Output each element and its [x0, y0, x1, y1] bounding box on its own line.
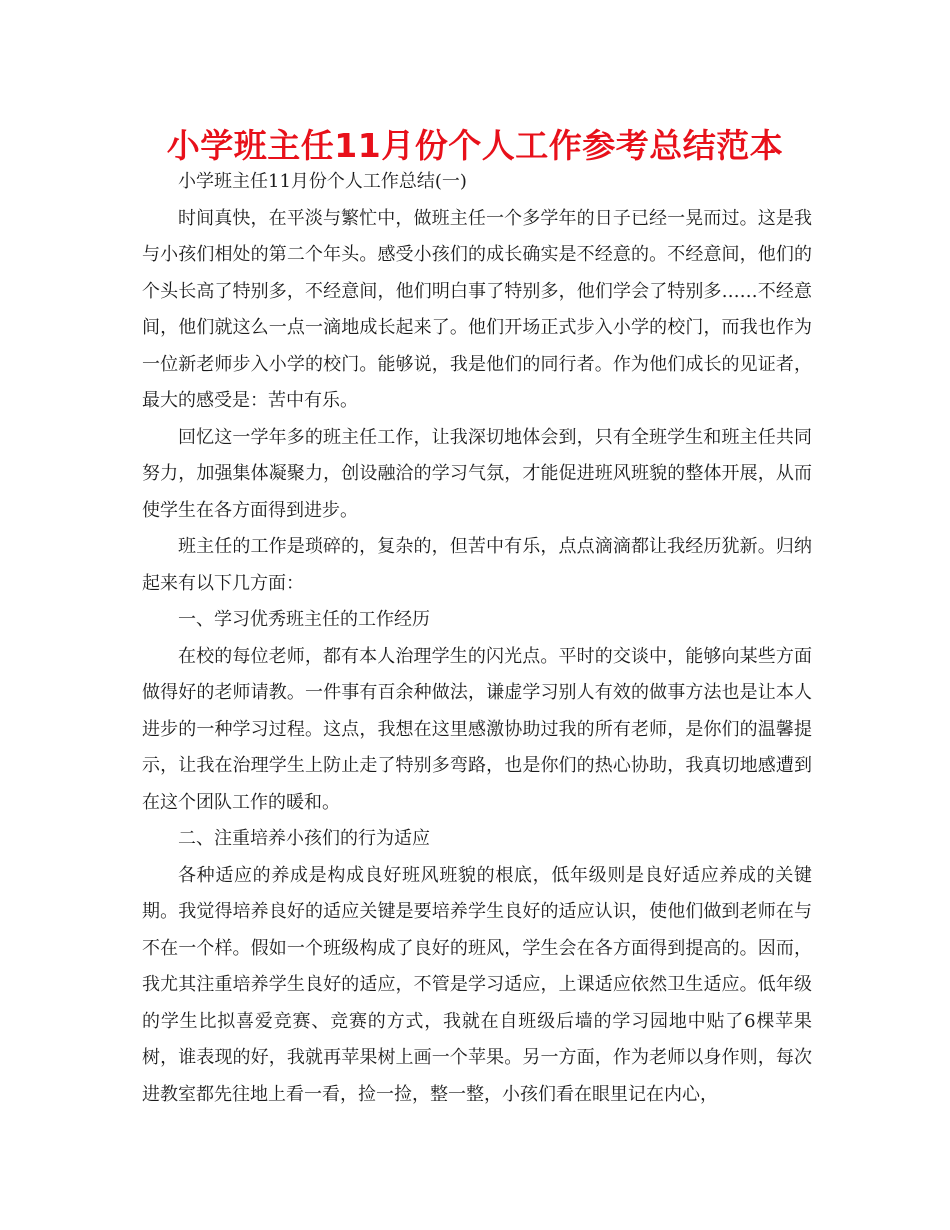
section-subtitle: 小学班主任11月份个人工作总结(一) — [178, 171, 467, 192]
section-heading-1: 一、学习优秀班主任的工作经历 — [178, 609, 430, 630]
paragraph-section-2: 各种适应的养成是构成良好班风班貌的根底，低年级则是良好适应养成的关键期。我觉得培养良好的适应关键是要培养学生良好的适应认识，使他们做到老师在与不在一个样。假如一个班级构成了良好的班风，学生会在各方面得到提高的。因而，我尤其注重培养学生良好的适应，不管是学习适应，上课适应依然卫生适应。低年级的学生比拟喜爱竞赛、竞赛的方式，我就在自班级后墙的学习园地中贴了6棵苹果树，谁表现的好，我就再苹果树上画一个苹果。另一方面，作为老师以身作则，每次进教室都先往地上看一看，捡一捡，整一整，小孩们看在眼里记在内心， — [142, 864, 812, 1105]
document-body — [142, 164, 812, 1113]
paragraph-summary-lead: 班主任的工作是琐碎的，复杂的，但苦中有乐，点点滴滴都让我经历犹新。归纳起来有以下几方面： — [142, 536, 812, 594]
paragraph-review: 回忆这一学年多的班主任工作，让我深切地体会到，只有全班学生和班主任共同努力，加强集体凝聚力，创设融洽的学习气氛，才能促进班风班貌的整体开展，从而使学生在各方面得到进步。 — [142, 426, 812, 521]
document-title: 小学班主任11月份个人工作参考总结范本 — [166, 126, 784, 165]
paragraph-intro: 时间真快，在平淡与繁忙中，做班主任一个多学年的日子已经一晃而过。这是我与小孩们相处的第二个年头。感受小孩们的成长确实是不经意的。不经意间，他们的个头长高了特别多，不经意间，他们明白事了特别多，他们学会了特别多……不经意间，他们就这么一点一滴地成长起来了。他们开场正式步入小学的校门，而我也作为一位新老师步入小学的校门。能够说，我是他们的同行者。作为他们成长的见证者，最大的感受是：苦中有乐。 — [142, 207, 812, 411]
section-heading-2: 二、注重培养小孩们的行为适应 — [178, 828, 430, 849]
paragraph-section-1: 在校的每位老师，都有本人治理学生的闪光点。平时的交谈中，能够向某些方面做得好的老师请教。一件事有百余种做法，谦虚学习别人有效的做事方法也是让本人进步的一种学习过程。这点，我想在这里感激协助过我的所有老师，是你们的温馨提示，让我在治理学生上防止走了特别多弯路，也是你们的热心协助，我真切地感遭到在这个团队工作的暖和。 — [142, 645, 812, 813]
